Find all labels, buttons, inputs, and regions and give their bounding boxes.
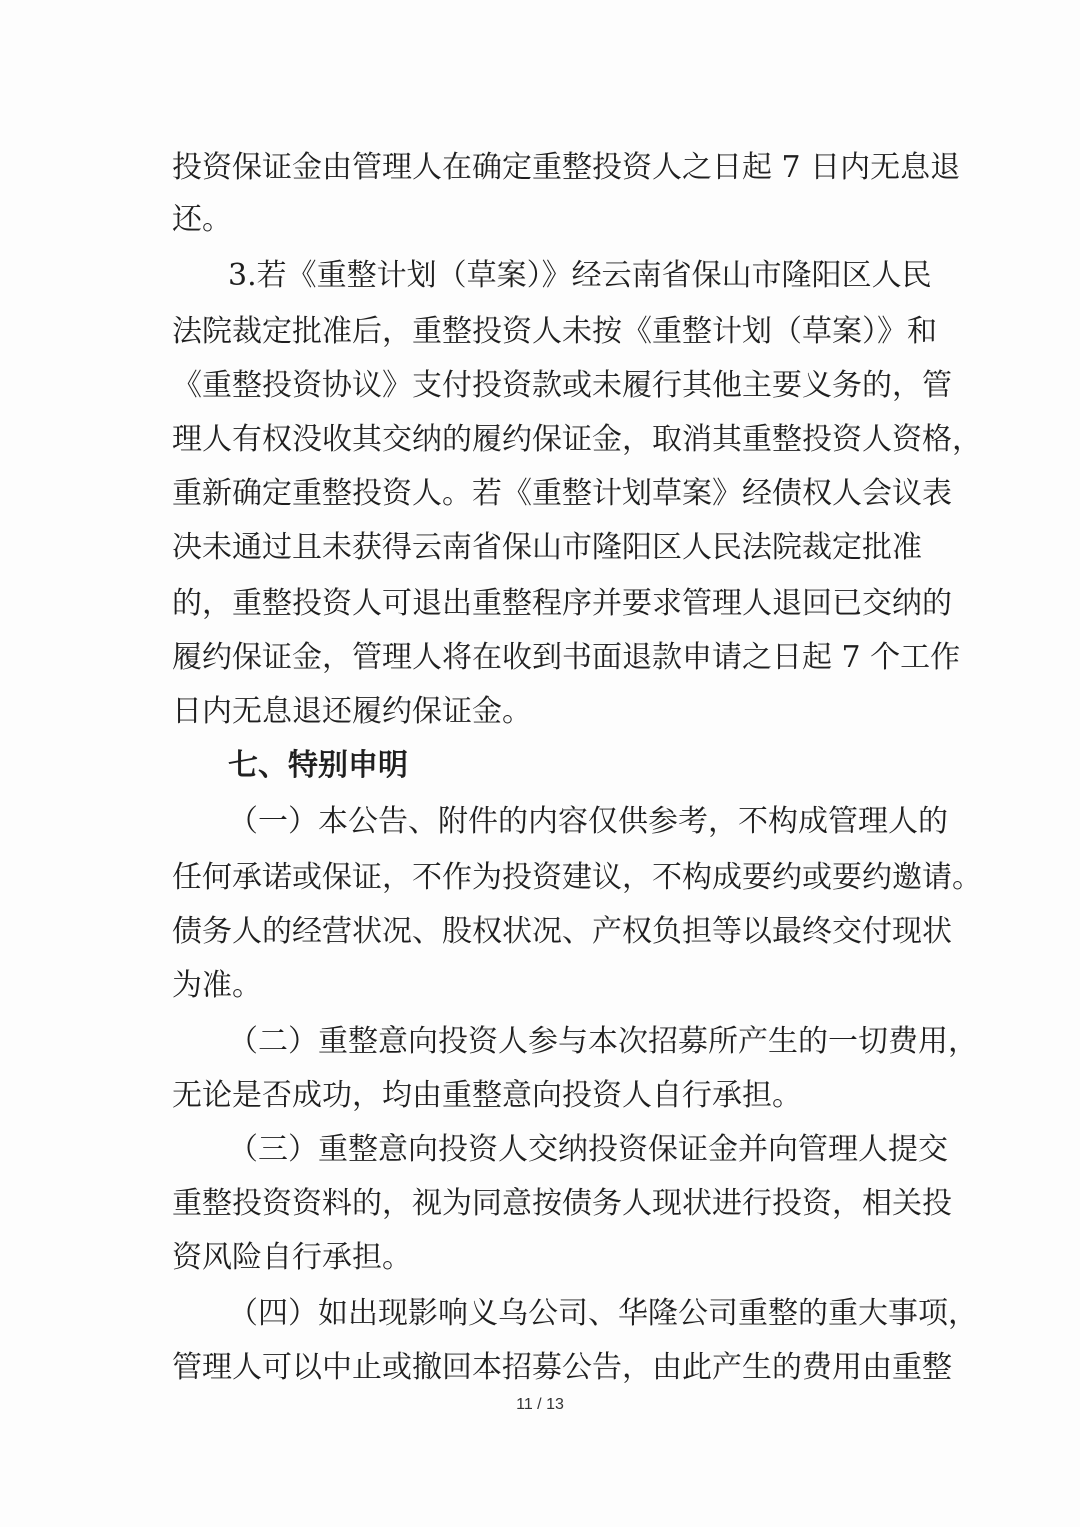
body-line: 还。 [172,202,232,237]
body-line: 任何承诺或保证，不作为投资建议，不构成要约或要约邀请。 [172,860,982,895]
section-heading: 七、特别申明 [228,748,408,783]
body-line: 无论是否成功，均由重整意向投资人自行承担。 [172,1078,802,1113]
body-line: 债务人的经营状况、股权状况、产权负担等以最终交付现状 [172,914,952,949]
body-line: 资风险自行承担。 [172,1240,412,1275]
body-line: 投资保证金由管理人在确定重整投资人之日起 7 日内无息退 [172,150,961,185]
page-number: 11 / 13 [516,1396,564,1413]
body-line: （四）如出现影响义乌公司、华隆公司重整的重大事项， [228,1296,978,1331]
body-line: （三）重整意向投资人交纳投资保证金并向管理人提交 [228,1132,948,1167]
body-line: 《重整投资协议》支付投资款或未履行其他主要义务的，管 [172,368,952,403]
body-line: 的，重整投资人可退出重整程序并要求管理人退回已交纳的 [172,586,952,621]
body-line: 3.若《重整计划（草案）》经云南省保山市隆阳区人民 [228,258,932,293]
body-line: 履约保证金，管理人将在收到书面退款申请之日起 7 个工作 [172,640,961,675]
body-line: 法院裁定批准后，重整投资人未按《重整计划（草案）》和 [172,314,937,349]
body-line: 重新确定重整投资人。若《重整计划草案》经债权人会议表 [172,476,952,511]
body-line: 为准。 [172,968,262,1003]
body-line: 理人有权没收其交纳的履约保证金，取消其重整投资人资格， [172,422,982,457]
body-line: 日内无息退还履约保证金。 [172,694,532,729]
body-line: （一）本公告、附件的内容仅供参考，不构成管理人的 [228,804,948,839]
body-line: 决未通过且未获得云南省保山市隆阳区人民法院裁定批准 [172,530,922,565]
body-line: 重整投资资料的，视为同意按债务人现状进行投资，相关投 [172,1186,952,1221]
body-line: （二）重整意向投资人参与本次招募所产生的一切费用， [228,1024,978,1059]
body-line: 管理人可以中止或撤回本招募公告，由此产生的费用由重整 [172,1350,952,1385]
